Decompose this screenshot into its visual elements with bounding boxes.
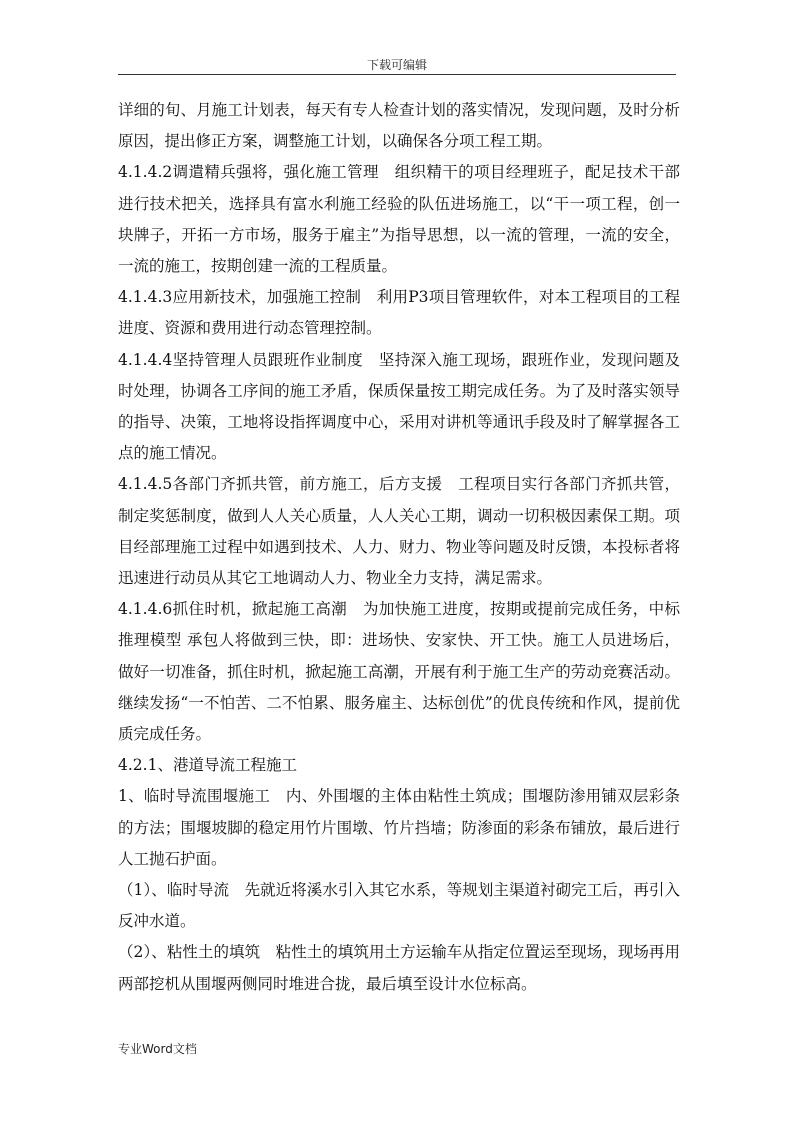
- page-header: 下载可编辑: [366, 58, 427, 72]
- paragraph-cofferdam: 1、临时导流围堰施工 内、外围堰的主体由粘性土筑成；围堰防渗用铺双层彩条的方法；围堰坡脚的稳定用竹片围墩、竹片挡墙；防渗面的彩条布铺放，最后进行人工抛石护面。: [118, 787, 680, 868]
- section-heading-4-2-1: 4.2.1、港道导流工程施工: [118, 756, 297, 775]
- paragraph-temporary-diversion: （1）、临时导流 先就近将溪水引入其它水系，等规划主渠道衬砌完工后，再引入反冲水道。: [118, 881, 680, 931]
- paragraph-4-1-4-2: 4.1.4.2调遣精兵强将，强化施工管理 组织精干的项目经理班子，配足技术干部进行技术把关，选择具有富水利施工经验的队伍进场施工，以“干一项工程，创一块牌子，开拓一方市场，服务于雇主”为指导思想，以一流的管理，一流的安全，一流的施工，按期创建一流的工程质量。: [118, 163, 680, 276]
- paragraph-schedule-plan: 详细的旬、月施工计划表，每天有专人检查计划的落实情况，发现问题，及时分析原因，提出修正方案，调整施工计划，以确保各分项工程工期。: [118, 101, 680, 151]
- page-footer: 专业Word文档: [118, 1042, 197, 1056]
- document-body: [118, 95, 680, 1000]
- paragraph-4-1-4-4: 4.1.4.4坚持管理人员跟班作业制度 坚持深入施工现场，跟班作业，发现问题及时处理，协调各工序间的施工矛盾，保质保量按工期完成任务。为了及时落实领导的指导、决策，工地将设指挥调度中心，采用对讲机等通讯手段及时了解掌握各工点的施工情况。: [118, 350, 680, 463]
- paragraph-4-1-4-6: 4.1.4.6抓住时机，掀起施工高潮 为加快施工进度，按期或提前完成任务，中标推理模型 承包人将做到三快，即：进场快、安家快、开工快。施工人员进场后，做好一切准备，抓住时机，掀起施工高潮，开展有利于施工生产的劳动竞赛活动。继续发扬“一不怕苦、二不怕累、服务雇主、达标创优”的优良传统和作风，提前优质完成任务。: [118, 600, 680, 744]
- header-divider: [118, 74, 676, 75]
- paragraph-clay-filling: （2）、粘性土的填筑 粘性土的填筑用土方运输车从指定位置运至现场，现场再用两部挖机从围堰两侧同时堆进合拢，最后填至设计水位标高。: [118, 943, 680, 993]
- paragraph-4-1-4-5: 4.1.4.5各部门齐抓共管，前方施工，后方支援 工程项目实行各部门齐抓共管，制定奖惩制度，做到人人关心质量，人人关心工期，调动一切积极因素保工期。项目经部理施工过程中如遇到技术、人力、财力、物业等问题及时反馈，本投标者将迅速进行动员从其它工地调动人力、物业全力支持，满足需求。: [118, 475, 680, 588]
- paragraph-4-1-4-3: 4.1.4.3应用新技术，加强施工控制 利用P3项目管理软件，对本工程项目的工程进度、资源和费用进行动态管理控制。: [118, 288, 680, 338]
